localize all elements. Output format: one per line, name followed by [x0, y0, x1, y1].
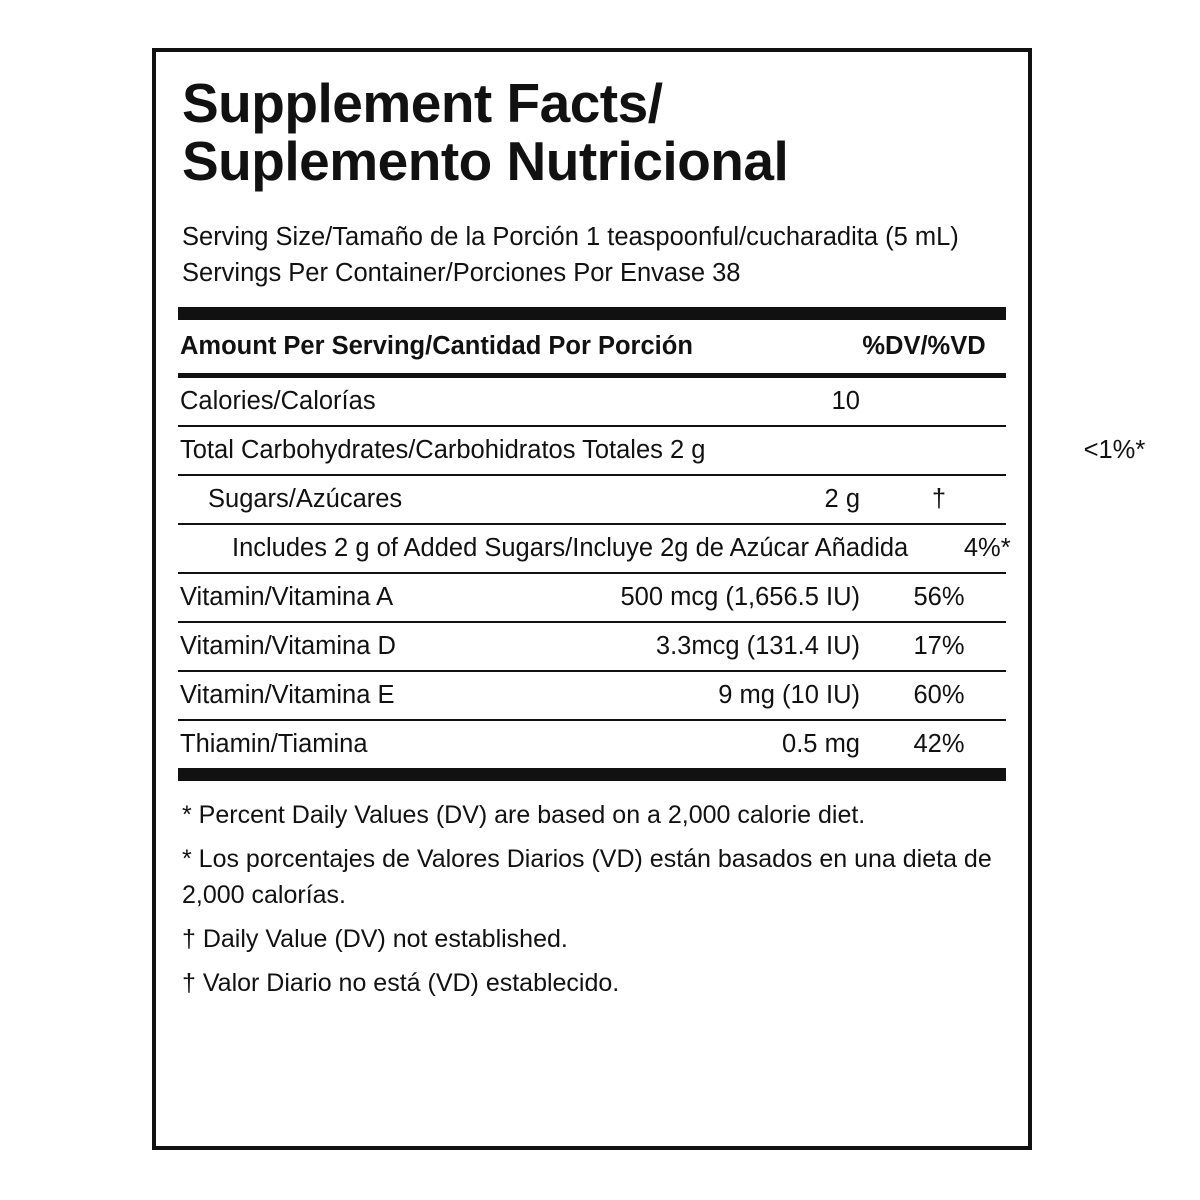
- nutrient-name: Sugars/Azúcares: [208, 485, 403, 513]
- nutrient-dv: 42%: [913, 730, 965, 758]
- title-line-spanish: Suplemento Nutricional: [182, 130, 789, 193]
- supplement-facts-panel: [152, 48, 1146, 1150]
- nutrient-row-vitamin-d: [178, 623, 1006, 670]
- footnote-dv-spanish: * Los porcentajes de Valores Diarios (VD) están basados en una dieta de 2,000 calorías.: [182, 845, 992, 909]
- nutrient-row-total-carbohydrates: [178, 427, 1146, 474]
- serving-size: Serving Size/Tamaño de la Porción 1 teaspoonful/cucharadita (5 mL): [182, 222, 959, 251]
- title-block: [178, 52, 1006, 197]
- title-line-english: Supplement Facts/: [182, 72, 663, 134]
- footnotes-block: [178, 781, 1006, 1013]
- header-dv-label: %DV/%VD: [862, 332, 986, 360]
- footnote-dagger-english: † Daily Value (DV) not established.: [182, 925, 568, 953]
- nutrient-row-added-sugars: [178, 525, 1011, 572]
- divider-thick-bottom: [178, 768, 1006, 781]
- footnote-dagger-spanish: † Valor Diario no está (VD) establecido.: [182, 969, 620, 997]
- nutrient-dv: 60%: [913, 681, 965, 709]
- nutrient-name: Vitamin/Vitamina A: [180, 583, 394, 611]
- nutrient-dv: 17%: [913, 632, 965, 660]
- nutrient-row-sugars: [178, 476, 1006, 523]
- nutrient-dv: 56%: [913, 583, 965, 611]
- nutrient-amount: 10: [831, 387, 860, 415]
- nutrient-amount: 2 g: [824, 485, 860, 513]
- nutrient-dv: †: [931, 485, 947, 513]
- serving-info: [178, 197, 1006, 307]
- nutrient-name: Total Carbohydrates/Carbohidratos Totales 2 g: [180, 436, 706, 464]
- footnote-dv-english: * Percent Daily Values (DV) are based on a 2,000 calorie diet.: [182, 801, 866, 829]
- nutrient-dv: 4%*: [963, 534, 1011, 562]
- nutrient-row-vitamin-a: [178, 574, 1006, 621]
- nutrient-name: Vitamin/Vitamina E: [180, 681, 395, 709]
- nutrient-row-calories: [178, 378, 1006, 425]
- nutrient-name: Thiamin/Tiamina: [180, 730, 368, 758]
- header-amount-label: Amount Per Serving/Cantidad Por Porción: [180, 332, 693, 360]
- nutrient-amount: 500 mcg (1,656.5 IU): [620, 583, 860, 611]
- nutrient-amount: 0.5 mg: [782, 730, 860, 758]
- nutrient-name: Calories/Calorías: [180, 387, 376, 415]
- nutrient-dv: <1%*: [1083, 436, 1146, 464]
- nutrient-amount: 3.3mcg (131.4 IU): [655, 632, 860, 660]
- nutrient-amount: 9 mg (10 IU): [718, 681, 860, 709]
- amount-per-serving-header: [178, 320, 1006, 373]
- divider-thick-top: [178, 307, 1006, 320]
- nutrient-row-vitamin-e: [178, 672, 1006, 719]
- nutrient-name: Includes 2 g of Added Sugars/Incluye 2g de Azúcar Añadida: [232, 534, 909, 562]
- nutrient-row-thiamin: [178, 721, 1006, 768]
- servings-per-container: Servings Per Container/Porciones Por Envase 38: [182, 258, 741, 287]
- nutrient-name: Vitamin/Vitamina D: [180, 632, 396, 660]
